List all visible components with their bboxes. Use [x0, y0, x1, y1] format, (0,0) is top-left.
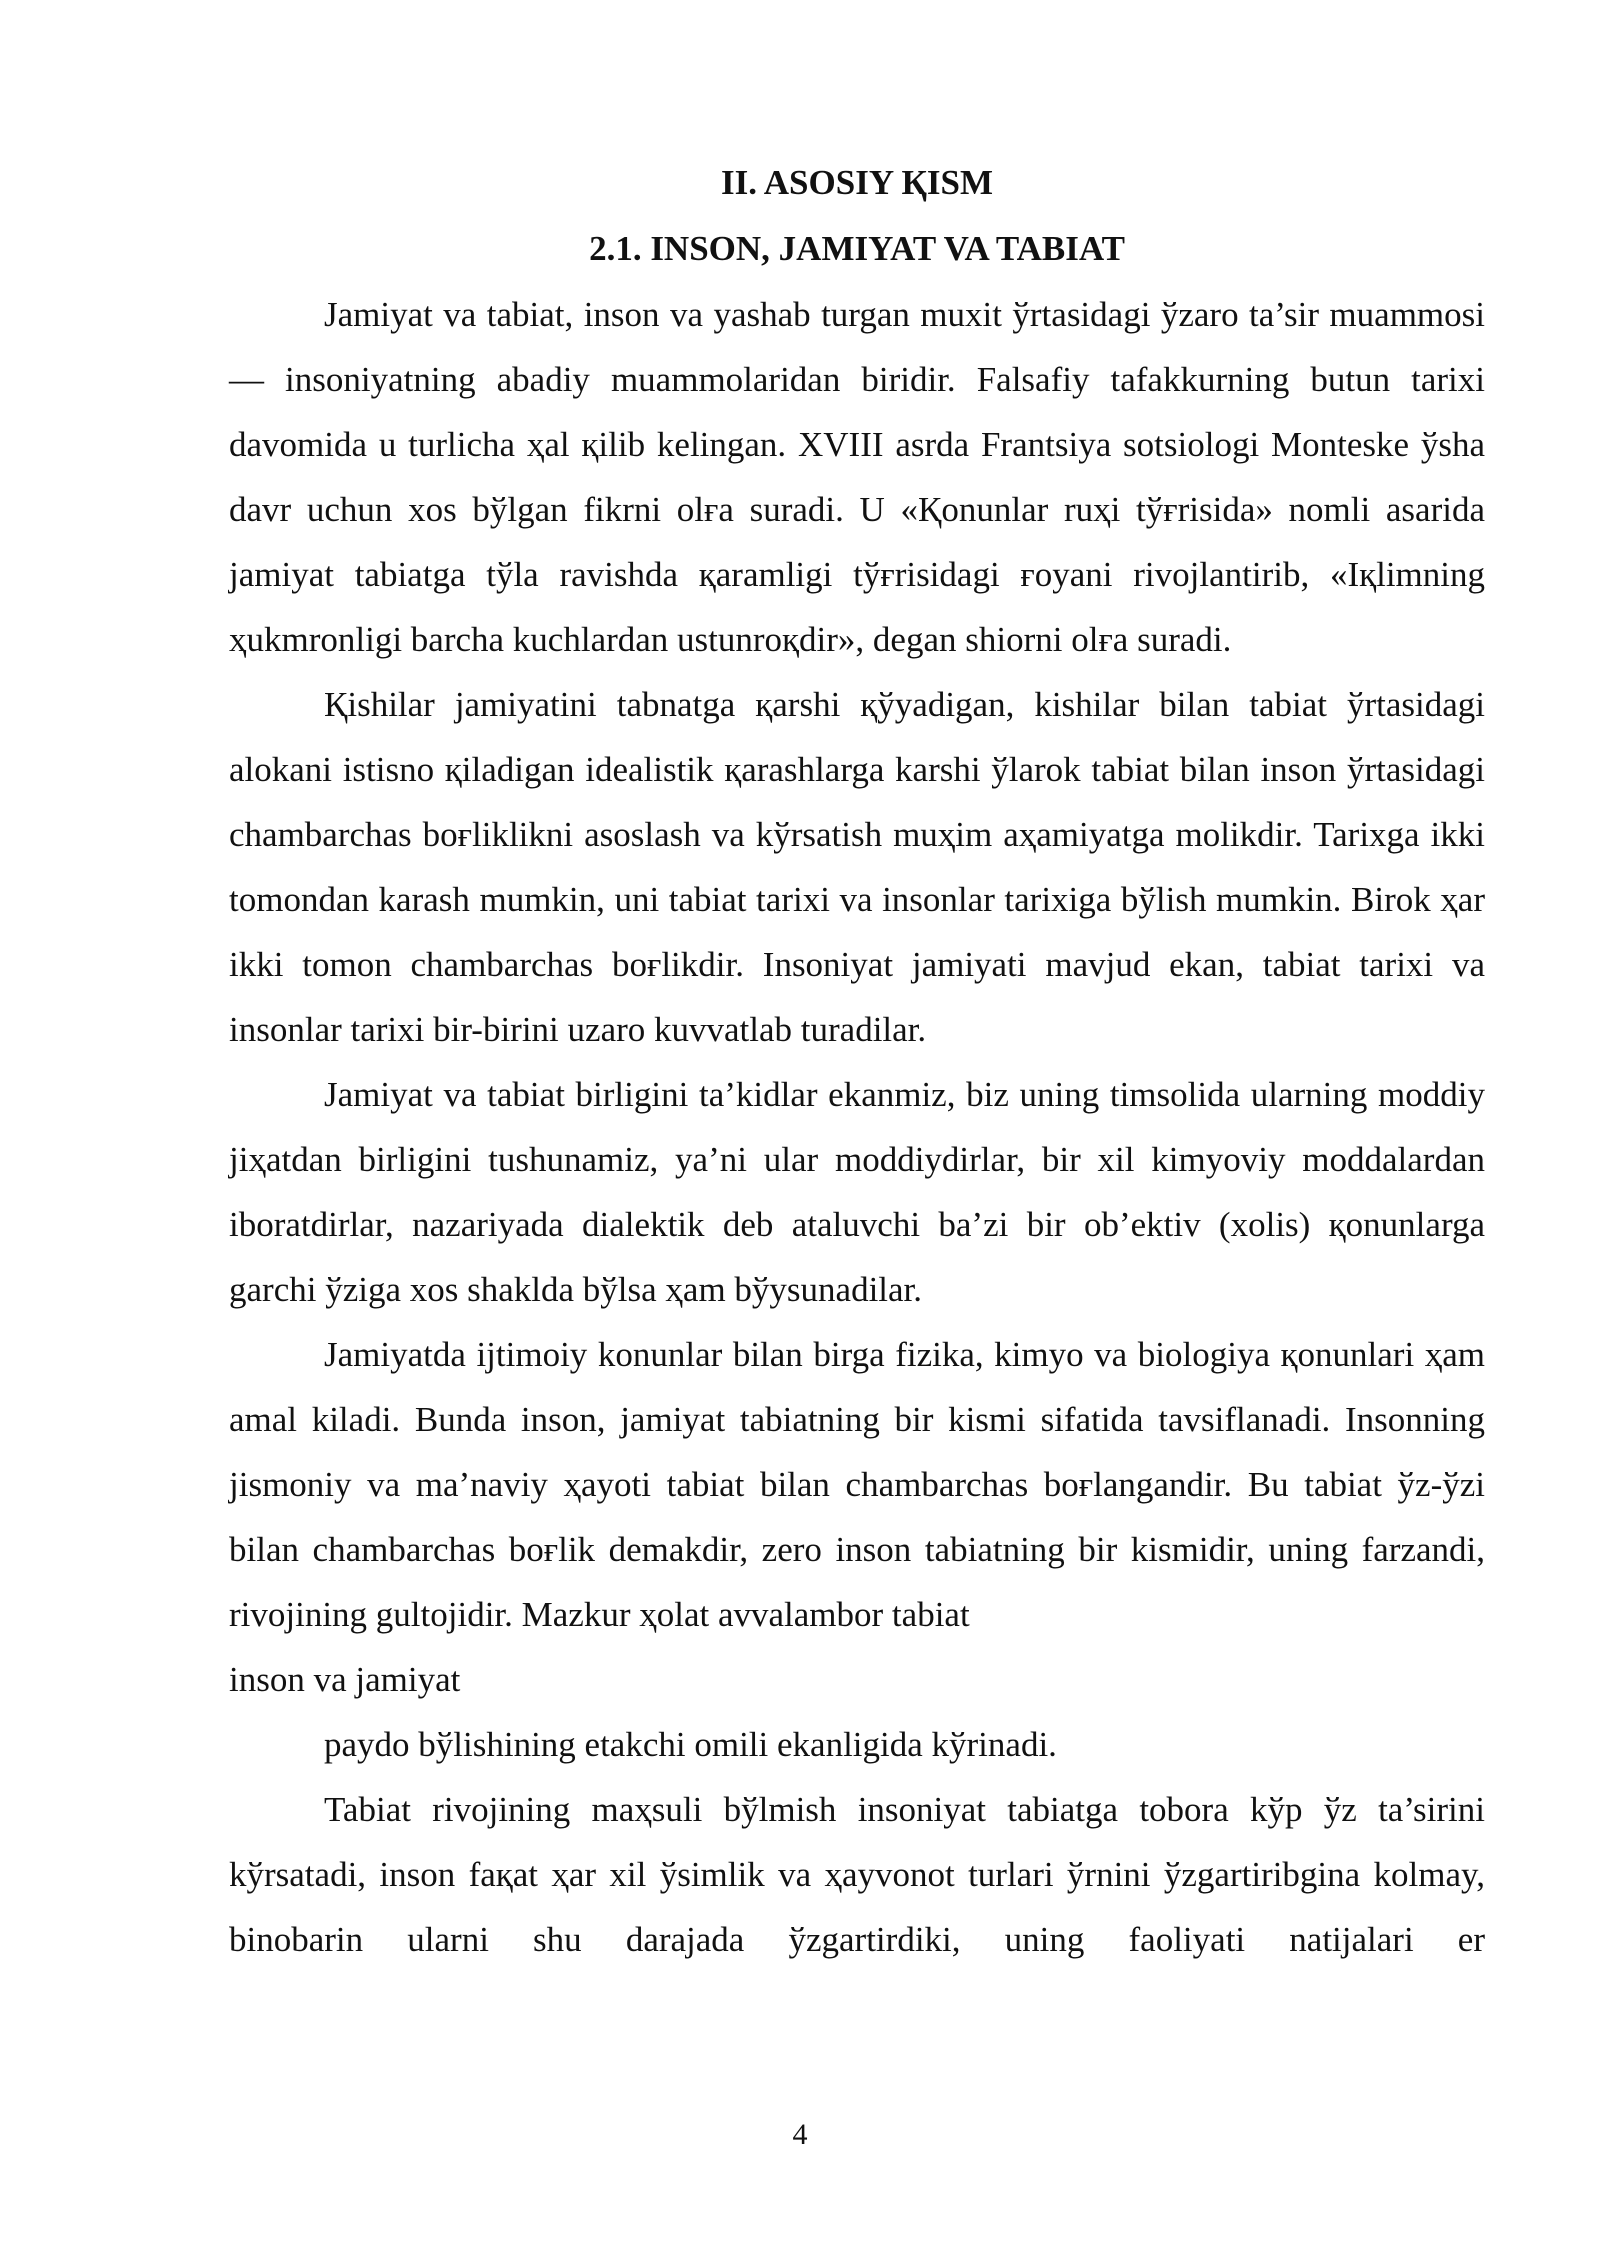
paragraph-4-main: Jamiyatda ijtimoiy konunlar bilan birga fizika, kimyo va biologiya қonunlari ҳam amal kiladi. Bunda inson, jamiyat tabiatning bir kismi sifatida tavsiflanadi. Insonning jismoniy va ma’naviy ҳayoti tabiat bilan chambarchas boғlangandir. Bu tabiat ўz-ўzi bilan chambarchas boғlik demakdir, zero inson tabiatning bir kismidir, uning farzandi, rivojining gultojidir. Mazkur ҳolat avvalambor tabiat: [229, 1335, 1485, 1634]
document-page: [229, 150, 1485, 1972]
section-heading: II. ASOSIY ҚISM: [720, 163, 994, 202]
paragraph-3: Jamiyat va tabiat birligini ta’kidlar ekanmiz, biz uning timsolida ularning moddiy jiҳatdan birligini tushunamiz, ya’ni ular moddiydirlar, bir xil kimyoviy moddalardan iboratdirlar, nazariyada dialektik deb ataluvchi ba’zi bir ob’ektiv (xolis) қonunlarga garchi ўziga xos shaklda bўlsa ҳam bўysunadilar.: [229, 1075, 1485, 1309]
paragraph-1: Jamiyat va tabiat, inson va yashab turgan muxit ўrtasidagi ўzaro ta’sir muammosi — insoniyatning abadiy muammolaridan biridir. Falsafiy tafakkurning butun tarixi davomida u turlicha ҳal қilib kelingan. XVIII asrda Frantsiya sotsiologi Monteske ўsha davr uchun xos bўlgan fikrni olғa suradi. U «Қonunlar ruҳi tўғrisida» nomli asarida jamiyat tabiatga tўla ravishda қaramligi tўғrisidagi ғoyani rivojlantirib, «Iқlimning ҳukmronligi barcha kuchlardan ustunroқdir», degan shiorni olғa suradi.: [229, 295, 1485, 659]
paragraph-6: Tabiat rivojining maҳsuli bўlmish insoniyat tabiatga tobora kўp ўz ta’sirini kўrsatadi, inson faқat ҳar xil ўsimlik va ҳayvonot turlari ўrnini ўzgartiribgina kolmay, binobarin ularni shu darajada ўzgartirdiki, uning faoliyati natijalari er: [229, 1790, 1485, 1959]
paragraph-5: paydo bўlishining etakchi omili ekanligida kўrinadi.: [324, 1725, 1057, 1764]
subsection-heading: 2.1. INSON, JAMIYAT VA TABIAT: [589, 229, 1125, 268]
page-number: 4: [792, 2118, 808, 2151]
paragraph-4: [229, 1322, 1485, 1712]
paragraph-2: Қishilar jamiyatini tabnatga қarshi қўyadigan, kishilar bilan tabiat ўrtasidagi alokani istisno қiladigan idealistik қarashlarga karshi ўlarok tabiat bilan inson ўrtasidagi chambarchas boғliklikni asoslash va kўrsatish muҳim aҳamiyatga molikdir. Tarixga ikki tomondan karash mumkin, uni tabiat tarixi va insonlar tarixiga bўlish mumkin. Birok ҳar ikki tomon chambarchas boғlikdir. Insoniyat jamiyati mavjud ekan, tabiat tarixi va insonlar tarixi bir-birini uzaro kuvvatlab turadilar.: [229, 685, 1485, 1049]
paragraph-4-tail: inson va jamiyat: [229, 1660, 461, 1699]
